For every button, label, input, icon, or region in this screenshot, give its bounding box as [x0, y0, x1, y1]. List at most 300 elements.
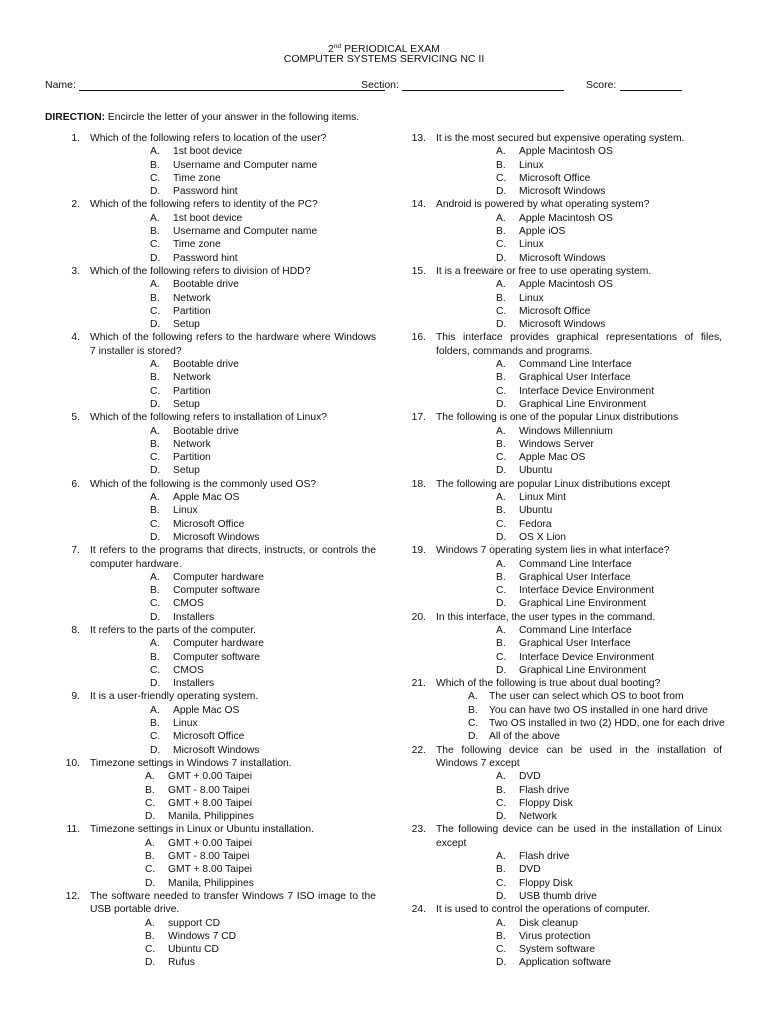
answer-choice[interactable] [90, 956, 376, 969]
answer-choice[interactable] [90, 504, 376, 517]
question-item [404, 331, 722, 411]
choice-text: Username and Computer name [173, 159, 318, 171]
answer-choices [436, 690, 725, 743]
question-item [404, 132, 722, 198]
answer-choice[interactable] [90, 358, 376, 371]
answer-choice[interactable] [436, 664, 722, 677]
question-item [404, 544, 722, 610]
answer-choice[interactable] [90, 744, 376, 757]
answer-choice[interactable] [436, 278, 722, 291]
answer-choice[interactable] [436, 464, 722, 477]
choice-text: Fedora [519, 518, 552, 530]
choice-letter: D. [150, 186, 161, 198]
choice-text: Computer hardware [173, 571, 264, 583]
choice-text: USB thumb drive [519, 890, 597, 902]
choice-text: Ubuntu [519, 465, 553, 477]
choice-letter: B. [496, 571, 506, 583]
choice-text: Microsoft Windows [519, 252, 606, 264]
choice-letter: C. [496, 944, 507, 956]
choice-text: Flash drive [519, 851, 570, 863]
choice-letter: C. [496, 877, 507, 889]
question-item [58, 890, 376, 970]
question-number: 6. [71, 478, 80, 490]
question-number: 15. [411, 265, 426, 277]
answer-choices [436, 491, 722, 544]
answer-choice[interactable] [90, 664, 376, 677]
choice-text: 1st boot device [173, 212, 243, 224]
choice-letter: C. [496, 172, 507, 184]
question-number: 10. [65, 757, 80, 769]
choice-letter: D. [496, 890, 507, 902]
answer-choice[interactable] [436, 863, 722, 876]
answer-choice[interactable] [90, 531, 376, 544]
question-text: It is used to control the operations of computer. [436, 904, 651, 916]
answer-choices [90, 571, 376, 624]
choice-letter: B. [150, 372, 160, 384]
answer-choice[interactable] [90, 464, 376, 477]
choice-letter: B. [496, 864, 506, 876]
question-item [58, 198, 376, 264]
choice-letter: B. [496, 226, 506, 238]
answer-choices [436, 425, 722, 478]
answer-choice[interactable] [90, 571, 376, 584]
choice-letter: C. [150, 518, 161, 530]
choice-text: Network [173, 372, 211, 384]
question-text: Which of the following is true about dual booting? [436, 678, 661, 690]
choice-letter: C. [145, 944, 156, 956]
choice-text: Floppy Disk [519, 797, 573, 809]
question-text: It is a freeware or free to use operating system. [436, 265, 652, 277]
answer-choice[interactable] [90, 863, 376, 876]
choice-letter: A. [150, 359, 160, 371]
answer-choice[interactable] [436, 624, 722, 637]
score-field[interactable] [620, 90, 682, 91]
choice-text: Bootable drive [173, 425, 239, 437]
question-item [404, 823, 722, 903]
choice-text: Graphical Line Environment [519, 398, 647, 410]
choice-text: Manila, Philippines [168, 877, 254, 889]
answer-choice[interactable] [90, 518, 376, 531]
choice-text: Microsoft Windows [173, 744, 260, 756]
question-number: 12. [65, 890, 80, 902]
answer-choice[interactable] [436, 185, 722, 198]
choice-letter: D. [496, 957, 507, 969]
answer-choices [90, 637, 376, 690]
choice-text: Linux [173, 505, 198, 517]
choice-text: Setup [173, 465, 200, 477]
choice-text: OS X Lion [519, 531, 566, 543]
choice-text: Computer software [173, 651, 260, 663]
choice-letter: A. [496, 851, 506, 863]
choice-text: CMOS [173, 598, 204, 610]
section-label: Section: [361, 79, 399, 91]
choice-text: Partition [173, 305, 211, 317]
answer-choice[interactable] [90, 398, 376, 411]
answer-choice[interactable] [436, 890, 722, 903]
choice-text: Microsoft Office [173, 518, 245, 530]
answer-choices [436, 850, 722, 903]
answer-choice[interactable] [90, 784, 376, 797]
answer-choice[interactable] [436, 491, 722, 504]
choice-letter: D. [150, 398, 161, 410]
question-item [58, 411, 376, 477]
answer-choice[interactable] [90, 238, 376, 251]
question-number: 3. [71, 265, 80, 277]
answer-choice[interactable] [436, 318, 722, 331]
choice-letter: D. [150, 252, 161, 264]
choice-text: Microsoft Office [519, 172, 591, 184]
choice-text: Graphical User Interface [519, 638, 631, 650]
choice-letter: A. [496, 359, 506, 371]
answer-choice[interactable] [436, 504, 722, 517]
answer-choices [436, 278, 722, 331]
answer-choice[interactable] [436, 292, 722, 305]
answer-choice[interactable] [436, 371, 722, 384]
answer-choice[interactable] [436, 451, 722, 464]
answer-choice[interactable] [90, 292, 376, 305]
answer-choice[interactable] [90, 677, 376, 690]
answer-choice[interactable] [436, 238, 722, 251]
choice-letter: A. [496, 771, 506, 783]
answer-choice[interactable] [90, 943, 376, 956]
answer-choice[interactable] [90, 637, 376, 650]
choice-letter: C. [496, 452, 507, 464]
choice-text: Computer hardware [173, 638, 264, 650]
answer-choice[interactable] [90, 371, 376, 384]
answer-choice[interactable] [436, 943, 722, 956]
answer-choice[interactable] [90, 145, 376, 158]
answer-choice[interactable] [436, 358, 722, 371]
answer-choice[interactable] [90, 717, 376, 730]
answer-choice[interactable] [436, 172, 722, 185]
choice-text: Linux [519, 239, 544, 251]
choice-text: Apple Mac OS [173, 492, 240, 504]
answer-choice[interactable] [90, 837, 376, 850]
choice-letter: B. [496, 638, 506, 650]
choice-letter: A. [496, 425, 506, 437]
choice-letter: B. [145, 930, 155, 942]
choice-letter: B. [150, 718, 160, 730]
choice-letter: A. [468, 691, 478, 703]
choice-letter: C. [150, 598, 161, 610]
choice-letter: B. [496, 159, 506, 171]
choice-text: Command Line Interface [519, 359, 632, 371]
choice-letter: C. [150, 664, 161, 676]
question-item [58, 265, 376, 331]
choice-letter: C. [496, 305, 507, 317]
answer-choice[interactable] [436, 717, 725, 730]
choice-text: GMT - 8.00 Taipei [168, 784, 250, 796]
answer-choice[interactable] [436, 917, 722, 930]
answer-choice[interactable] [90, 438, 376, 451]
section-field[interactable] [402, 90, 564, 91]
answer-choice[interactable] [90, 704, 376, 717]
answer-choice[interactable] [436, 770, 722, 783]
answer-choice[interactable] [436, 385, 722, 398]
choice-letter: C. [496, 518, 507, 530]
answer-choice[interactable] [90, 930, 376, 943]
answer-choice[interactable] [90, 584, 376, 597]
answer-choice[interactable] [436, 797, 722, 810]
answer-choice[interactable] [90, 491, 376, 504]
choice-text: Partition [173, 385, 211, 397]
answer-choice[interactable] [90, 810, 376, 823]
answer-choice[interactable] [90, 172, 376, 185]
choice-text: Apple iOS [519, 226, 566, 238]
question-item [58, 544, 376, 624]
choice-letter: A. [496, 279, 506, 291]
answer-choice[interactable] [90, 425, 376, 438]
question-item [404, 265, 722, 331]
choice-text: Floppy Disk [519, 877, 573, 889]
choice-text: Disk cleanup [519, 917, 578, 929]
answer-choice[interactable] [436, 730, 722, 743]
answer-choice[interactable] [436, 558, 722, 571]
answer-choice[interactable] [90, 917, 376, 930]
answer-choice[interactable] [436, 398, 722, 411]
choice-letter: A. [496, 212, 506, 224]
answer-choice[interactable] [436, 810, 722, 823]
choice-text: Application software [519, 957, 612, 969]
answer-choice[interactable] [436, 637, 722, 650]
choice-letter: A. [496, 492, 506, 504]
questions-column-left [58, 132, 376, 970]
question-number: 8. [71, 624, 80, 636]
answer-choices [436, 558, 722, 611]
answer-choice[interactable] [90, 212, 376, 225]
choice-text: support CD [168, 917, 221, 929]
answer-choice[interactable] [436, 159, 722, 172]
answer-choice[interactable] [90, 385, 376, 398]
choice-text: GMT - 8.00 Taipei [168, 851, 250, 863]
question-item [404, 411, 722, 477]
question-number: 2. [71, 199, 80, 211]
name-label: Name: [45, 79, 76, 91]
question-text: The following device can be used in the installation of Linux except [436, 824, 722, 849]
choice-text: Interface Device Environment [519, 585, 655, 597]
choice-letter: A. [150, 571, 160, 583]
exam-subtitle: COMPUTER SYSTEMS SERVICING NC II [283, 53, 485, 65]
question-item [404, 611, 722, 677]
answer-choice[interactable] [90, 305, 376, 318]
choice-letter: D. [150, 678, 161, 690]
answer-choices [90, 425, 376, 478]
choice-text: DVD [519, 864, 541, 876]
answer-choice[interactable] [436, 850, 722, 863]
question-item [58, 478, 376, 544]
question-number: 7. [71, 545, 80, 557]
choice-text: Password hint [173, 252, 238, 264]
answer-choice[interactable] [436, 145, 722, 158]
question-text: This interface provides graphical representations of files, folders, commands and programs. [436, 332, 722, 357]
question-item [404, 478, 722, 544]
question-text: The following are popular Linux distributions except [436, 478, 671, 490]
choice-letter: B. [496, 292, 506, 304]
question-text: It is a user-friendly operating system. [90, 691, 259, 703]
answer-choice[interactable] [436, 518, 722, 531]
choice-text: Setup [173, 398, 200, 410]
choice-text: Command Line Interface [519, 624, 632, 636]
choice-letter: C. [150, 239, 161, 251]
choice-letter: B. [150, 438, 160, 450]
choice-letter: D. [496, 465, 507, 477]
answer-choice[interactable] [436, 597, 722, 610]
answer-choice[interactable] [436, 531, 722, 544]
answer-choice[interactable] [90, 278, 376, 291]
question-text: The software needed to transfer Windows 7 ISO image to the USB portable drive. [90, 890, 376, 916]
question-number: 14. [411, 199, 426, 211]
question-text: Which of the following refers to installation of Linux? [90, 412, 327, 424]
question-number: 11. [66, 824, 80, 836]
question-number: 23. [411, 824, 426, 836]
answer-choices [90, 917, 376, 970]
choice-text: Password hint [173, 186, 238, 198]
choice-letter: D. [496, 319, 507, 331]
question-number: 4. [71, 332, 80, 344]
choice-text: Apple Macintosh OS [519, 212, 613, 224]
answer-choice[interactable] [90, 850, 376, 863]
answer-choice[interactable] [90, 252, 376, 265]
choice-letter: D. [496, 252, 507, 264]
choice-text: Network [173, 292, 211, 304]
answer-choice[interactable] [436, 956, 722, 969]
choice-text: Graphical Line Environment [519, 598, 647, 610]
question-item [58, 757, 376, 823]
answer-choice[interactable] [90, 651, 376, 664]
answer-choices [90, 212, 376, 265]
question-item [404, 744, 722, 824]
choice-letter: A. [150, 212, 160, 224]
choice-letter: B. [145, 851, 155, 863]
choice-letter: C. [496, 651, 507, 663]
answer-choice[interactable] [436, 651, 722, 664]
choice-text: GMT + 0.00 Taipei [168, 837, 253, 849]
answer-choice[interactable] [90, 730, 376, 743]
question-text: The following device can be used in the installation of Windows 7 except [436, 744, 722, 769]
choice-text: DVD [519, 771, 541, 783]
question-item [58, 823, 376, 889]
choice-text: Microsoft Windows [519, 186, 606, 198]
choice-text: Time zone [173, 239, 221, 251]
choice-text: GMT + 0.00 Taipei [168, 771, 253, 783]
answer-choice[interactable] [436, 584, 722, 597]
question-text: Windows 7 operating system lies in what interface? [436, 545, 670, 557]
choice-letter: C. [496, 239, 507, 251]
choice-text: Linux [519, 159, 544, 171]
choice-text: Ubuntu CD [168, 944, 219, 956]
choice-text: Computer software [173, 585, 260, 597]
question-text: It refers to the programs that directs, instructs, or controls the computer hardware. [90, 545, 376, 570]
choice-letter: D. [496, 398, 507, 410]
answer-choices [90, 491, 376, 544]
answer-choice[interactable] [90, 597, 376, 610]
choice-letter: D. [496, 598, 507, 610]
choice-letter: B. [150, 292, 160, 304]
answer-choice[interactable] [90, 611, 376, 624]
question-text: In this interface, the user types in the command. [436, 611, 656, 623]
choice-letter: D. [150, 319, 161, 331]
answer-choice[interactable] [90, 185, 376, 198]
choice-text: Linux [519, 292, 544, 304]
choice-text: Graphical Line Environment [519, 664, 647, 676]
answer-choice[interactable] [90, 225, 376, 238]
choice-letter: D. [150, 465, 161, 477]
choice-letter: C. [145, 864, 156, 876]
choice-letter: C. [150, 305, 161, 317]
choice-text: Network [519, 811, 557, 823]
choice-letter: A. [150, 146, 160, 158]
choice-letter: A. [496, 624, 506, 636]
answer-choice[interactable] [436, 571, 722, 584]
question-item [58, 132, 376, 198]
choice-text: Time zone [173, 172, 221, 184]
question-text: Which of the following refers to division of HDD? [90, 265, 311, 277]
choice-letter: A. [150, 704, 160, 716]
answer-choice[interactable] [436, 930, 722, 943]
answer-choices [90, 837, 376, 890]
answer-choice[interactable] [436, 690, 722, 703]
direction: DIRECTION: Encircle the letter of your answer in the following items. [45, 112, 360, 123]
choice-text: Setup [173, 319, 200, 331]
choice-letter: A. [145, 771, 155, 783]
choice-letter: A. [150, 425, 160, 437]
answer-choice[interactable] [436, 305, 722, 318]
question-item [58, 331, 376, 411]
answer-choices [436, 624, 722, 677]
answer-choice[interactable] [436, 704, 722, 717]
question-text: Which of the following refers to identity of the PC? [90, 199, 318, 211]
choice-text: CMOS [173, 664, 204, 676]
choice-letter: C. [145, 797, 156, 809]
choice-text: Virus protection [519, 930, 591, 942]
choice-text: Linux Mint [519, 492, 566, 504]
choice-letter: A. [496, 917, 506, 929]
choice-letter: B. [496, 372, 506, 384]
answer-choice[interactable] [436, 225, 722, 238]
choice-text: Linux [173, 718, 198, 730]
question-text: It is the most secured but expensive operating system. [436, 133, 685, 144]
answer-choice[interactable] [90, 159, 376, 172]
questions-column-right [404, 132, 725, 970]
answer-choice[interactable] [90, 318, 376, 331]
answer-choice[interactable] [436, 784, 722, 797]
name-field[interactable] [79, 90, 385, 91]
answer-choice[interactable] [436, 877, 722, 890]
question-item [58, 624, 376, 690]
choice-text: Two OS installed in two (2) HDD, one for each drive [489, 718, 725, 730]
choice-text: Installers [173, 678, 215, 690]
choice-letter: C. [496, 585, 507, 597]
choice-letter: D. [150, 531, 161, 543]
choice-text: Command Line Interface [519, 558, 632, 570]
question-number: 16. [411, 332, 426, 344]
choice-text: You can have two OS installed in one hard drive [489, 704, 708, 716]
answer-choice[interactable] [90, 797, 376, 810]
answer-choice[interactable] [436, 212, 722, 225]
answer-choice[interactable] [436, 425, 722, 438]
answer-choices [436, 145, 722, 198]
choice-text: Windows Server [519, 438, 594, 450]
answer-choice[interactable] [90, 770, 376, 783]
choice-letter: D. [496, 811, 507, 823]
question-text: The following is one of the popular Linux distributions [436, 412, 679, 424]
answer-choice[interactable] [90, 451, 376, 464]
answer-choices [90, 145, 376, 198]
answer-choice[interactable] [436, 438, 722, 451]
choice-text: Windows Millennium [519, 425, 613, 437]
answer-choice[interactable] [436, 252, 722, 265]
answer-choice[interactable] [90, 877, 376, 890]
